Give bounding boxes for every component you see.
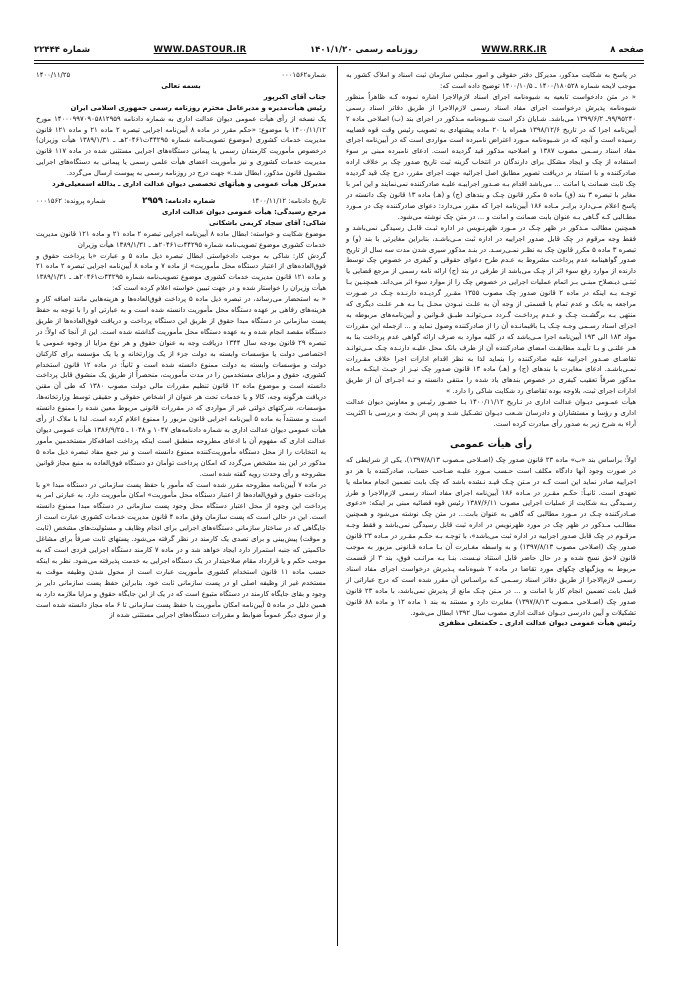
ruling-meta <box>36 196 326 207</box>
page-number: صفحه ۸ <box>610 45 644 55</box>
letter-date: ۱۴۰۰/۱۱/۲۵ <box>36 71 71 79</box>
left-column <box>36 70 326 621</box>
letter-number: شماره۰۰۰۱۵۶۲ <box>281 71 326 79</box>
ruling-date: تاریخ دادنامه: ۱۴۰۰/۱۱/۱۲ <box>251 196 326 205</box>
paragraph: « به استحضار می‌رساند، در تبصره ذیل ماده ۵ پرداخت فوق‌العاده‌ها و هزینه‌هایی مانند اضافه کار و هزینه‌های رفاهی بر عهده دستگاه محل مأموریت دانسته شده است و به عبارتی او را با توجه به حفظ پست سازمانی در دستگاه مبدا حقوق از طریق این دستگاه پرداخت و دریافت فوق‌العاده‌ها از طریق دستگاه مقصد انجام شده و به عهده دستگاه محل مأموریت گذاشته شده است. این از آنجا که اولاً: در تبصره ۲۹ قانون بودجه سال ۱۳۴۴ دریافت وجه به عنوان حقوق و هر نوع مزایا از وجوه عمومی یا اختصاصی دولت یا مؤسسات وابسته به دولت جزء از یک وزارتخانه و یا یک مؤسسه برای کارکنان دولت و مؤسسات وابسته به دولت ممنوع دانسته شده است و ثانیاً: در ماده ۱۲ قانون استخدام کشوری، حقوق و مزایای مستخدمین را در مدت مأموریت، منحصراً از طریق یک منشوق قابل پرداخت دانسته است و موضوع ماده ۱۲ قانون تنظیم مقررات مالی دولت مصوب ۱۳۸۰ که طی آن مقنن دریافت هرگونه وجه، کالا و یا خدمات تحت هر عنوان از اشخاص حقوقی و حقیقی توسط وزارتخانه‌ها، مؤسسات، شرکتهای دولتی غیر از مواردی که در مقررات قانونی مربوط معین شده را ممنوع دانسته است و مستنداً به ماده ۵ آیین‌نامه اجرایی قانون مزبور را ممنوع اعلام کرده است. لذا با ملاک از رأی هیأت عمومی دیوان عدالت اداری به شماره دادنامه‌های ۱۰۴۷ و ۱۰۴۸ ـ ۱۳۸۶/۹/۲۵ هیأت عمومی دیوان عدالت اداری که مفهوم آن با ادعای مطروحه منطبق است اینکه پرداخت اضافه‌کار مستخدمین مأمور به انتخابات را از محل دستگاه مأموریت‌کننده ممنوع دانسته است و نیز جمع مفاد تبصره ذیل ماده ۵ مذکور در این بند مشخص می‌گردد که امکان پرداخت توأمان دو دستگاه فوق‌العاده به منبع مجاز قوانین مشروحه و رأی وحدت رویه گفته شده است. <box>36 295 327 478</box>
paragraph: گردش کار: شاکی به موجب دادخواستی ابطال تبصره ذیل ماده ۵ و عبارت «با پرداخت حقوق و فوق‌العاده‌های از اعتبار دستگاه محل مأموریت» از ماده ۷ و ماده ۸ آیین‌نامه اجرایی تبصره ۲ ماده ۲۱ و ماده ۱۲۱ قانون مدیریت خدمات کشوری موضوع تصویب‌نامه شماره ۴۴۲۹۵ت۲۰۴۶۱هـ ـ ۱۳۸۹/۱/۳۱ هیأت وزیران را خواستار شده و در جهت تبیین خواسته اعلام کرده است که: <box>36 251 327 293</box>
site-link-rrk[interactable]: WWW.RRK.IR <box>481 45 547 55</box>
right-column <box>346 70 636 629</box>
journal-date: روزنامه رسمی ۱۴۰۱/۱/۲۰ <box>309 45 418 55</box>
paragraph: « در متن دادخواست تابعیه به شیوه‌نامه اجرای اسناد لازم‌الاجرا اشاره نموده کـه ظاهراً منظور شیوه‌نامه پذیرش درخواست اجرای مفاد اسناد رسمی لازم‌الاجرا از طریق دفاتر اسناد رسمی ۹۹/۹۵۲۴۰ـ ۱۳۹۹/۶/۲ می‌باشد. شـایان ذکر است شـیوه‌نامه مـذکور در اجرای بند (ب) اصلاحی ماده ۲ آیین‌نامه اجرا که در تاریخ ۱۳۹۸/۱۲/۶ همراه با ۲۰ ماده پیشنهادی به تصویب رئیس وقت قوه قضاییه رسیده است و آنچه که در شـیوه‌نامه مـورد اعتراض نامبرده است مواردی است که در آیین‌نامه اجرای مفاد اسناد رسـمی مصوب ۱۳۸۷ و اصلاحیه مذکور قید گردیده است. ادعای نامبرده مبنی بر سوء استفاده از چک و ایجاد مشکل برای دارندگان در انتخاب گزینه ثبت تاریخ صدور چک بر خلاف اراده صادرکننده و با استناد بر دریافت تصویر مطابق اصل اجرائیه جهت اجرای مقرر، درج چک قید گردیده چک ثابت ضمانت یا امانت ... می‌باشد اقدام بـه صـدور اجراییـه علیـه صادرکننده نمی‌نمایند و این امر با مغایر با تبصره ۳ بند (ق) ماده ۵ مکرر قانون چـک و بندهای (ج) و (هـ) ماده ۱۳ قانون چک دانسته در پاسخ اعلام مـی‌دارد برابـر مـاده ۱۸۶ آیین‌نامه اجرا که مقرر می‌دارد: دعوای صادرکننده چک در مـورد مطـالبی کـه گـاهی بـه عنوان بابت ضمانت و امانت و ... در متن چک نوشته می‌شود. <box>346 92 636 221</box>
column-divider <box>337 66 338 946</box>
paragraph: همچنین مطالب مـذکور در ظهر چـک در مـورد ظهرنـویس در اداره ثبـت قابـل رسیدگی نمی‌باشد و فقط وجه مرقوم در چک قابل صدور اجراییه در اداره ثبت مـی‌باشـد، بنابراین مغایرتی با بند (و) و تبصره ۳ ماده ۵ مکرر قانون چک به نظـر نمـی‌رسـد. در بنـد مذکور سیری شدن مدت سه سال از تاریخ صدور گواهینامه عدم پرداخت مشروط به عـدم طرح دعوای حقوقی و کیفری در خصوص چک توسط دارنده از موارد رفع سوء اثر از چـک می‌باشد از طرفی در بند (ج) ارائه نامه رسمی از مرجع قضایی یا ثبتـی ذیـصلاح مبنـی بـر اتمام عملیات اجرایی در خصوص چک را از موارد سوء اثر می‌داند. همچنـین بـا توجـه بـه اینکه در ماده ۲ قانون صدور چک مصوب ۱۳۵۵ مقـرر گردیـده دارنـده چـک در صـورت مراجعه به بانک و عدم تمام یا قسمتی از وجه آن به علـت نبـودن محـل یـا بـه هـر علـت دیگری که منتهی بـه برگشـت چـک و عـدم پرداخـت گـردد مـی‌توانـد طبـق قـوانین و آیین‌نامه‌های مربوطه به اجرای اسناد رسـمی وجـه چـک یـا باقیمانـده آن را از صادرکننده وصول نماید و ... ازجمله این مقررات مواد ۱۸۳ الی ۱۹۳ آیین‌نامه اجرا مـی‌باشد که در کلیه موارد به صرف ارائه گواهی عدم پرداخت بنا به هـر علتـی و بـا تأییـد مطابقـت امضای صادرکننده آن از طرف بانک محل علیـه دارنـده چـک مـی‌توانـد تقاضـای صـدور اجراییه علیه صادرکننده را بنماید لذا به نظر اقدام ادارات اجرا خلاف مقـررات نمـی‌باشـد. ادعای مغایرت با بندهای (ج) و (هـ) ماده ۱۳ قانون صدور چک نیـز از حیـث اینکـه مـاده مذکور صرفاً تعقیب کیفری در خصوص بندهای یاد شده را منتفی دانسته و نـه اجـرای آن از طریق ادارات اجرای ثبت، بلاوجه بوده تقاضای رد شکایت شاکی را دارد. » <box>346 223 637 396</box>
ruling-number-label: شماره دادنامه: <box>165 196 216 205</box>
paragraph: در پاسخ به شکایت مذکور، مدیرکل دفتر حقوقی و امور مجلس سازمان ثبت اسناد و املاک کشور به موجب لایحه شماره ۱۴۰۰/۱۸۰۵۲۸ ـ ۱۴۰۰/۱۰/۵ توضیح داده است که: <box>346 71 636 90</box>
recipient: جناب آقای اکبرپور <box>263 92 326 101</box>
letter-meta <box>36 70 326 81</box>
ruling-number-group <box>142 196 215 207</box>
header-rule-thin <box>34 63 644 64</box>
page-header <box>34 42 644 58</box>
paragraph: هیأت عمـومی دیـوان عدالت اداری در تـاریخ ۱۴۰۰/۱۱/۱۲ بـا حضـور رئیـس و معاونین دیوان عدالت اداری و رؤسا و مستشاران و دادرسان شـعب دیـوان تشـکیل شـد و پس از بحث و بررسی با اکثریت آراء به شرح زیر به صدور رأی مبادرت کرده است. <box>346 398 636 428</box>
paragraph: اولاً: براساس بند «ب» ماده ۲۳ قانون صدور چک (اصـلاحی مـصوب ۱۳۹۷/۸/۱۳)، یکی از شرایطی که در صورت وجود آنها دادگاه مکلف است حـسب مـورد علیـه صـاحب حساب، صادرکننده یا هر دو اجراییه صادر نماید این است کـه در مـتن چـک قیـد نـشده باشد که چک بابت تضمین انجام معامله یا تعهدی است. ثانیـاً: حکـم مقـرر در مـاده ۱۸۶ آیین‌نامه اجرای مفاد اسناد رسمی لازم‌الاجرا و طرز رسـیدگی بـه شکایت از عملیات اجرایی مصوب ۱۳۸۷/۶/۱۱ رئیس قوه قضائیه مبنی بر اینکه: «دعوی صـادرکننده چـک در مـورد مطالبی که گاهی به عنوان بابت... در متن چک نوشته می‌شود و همچنین مطالـب مـذکور در ظهر چک در مورد ظهرنویس در اداره ثبت قابل رسیدگی نمی‌باشد و فقط وجـه مرقـوم در چک قابل صدور اجراییه در اداره ثبت می‌باشد»، با توجـه بـه حکـم مقـرر در مـاده ۲۳ قانون صدور چک (اصلاحی مصوب ۱۳۹۷/۸/۱۳) و به واسطه مغـایرت آن بـا مـاده قـانونی مزبور به موجب قانون لاحق نسخ شده و در حال حاضر قابل استناد نیـست. بنـا بـه مراتـب فوق، بند ۳ از قسمت مربوط به ویژگیهای چکهای مورد تقاضا در ماده ۲ شیوه‌نامه پـذیرش درخواست اجرای مفاد اسناد رسمی لازم‌الاجرا از طریق دفاتر اسناد رسـمی کـه براسـاس آن مقرر شده است که درج عباراتی از قبیل بابت تضمین انجام کار یا امانت و ... در مـتن چـک مانع از پذیرش نمی‌باشد، با ماده ۲۳ قانون صدور چک (اصـلاحی مـصوب ۱۳۹۷/۸/۱۳) مغایرت دارد و مستند به بند ۱ ماده ۱۲ و ماده ۸۸ قانون تشکیلات و آیین دادرسی دیـوان عدالت اداری مصوب سال ۱۳۹۲ ابطال می‌شود. <box>346 455 636 617</box>
basmala: بسمه تعالی <box>161 81 201 90</box>
paragraph: یک نسخه از رأی هیأت عمومی دیوان عدالت اداری به شماره دادنامه ۱۴۰۰۰۹۹۷۰۹۰۵۸۱۲۹۵۹ مورخ ۱۴۰۰/۱۱/۱۲ با موضوع: «حکم مقرر در ماده ۸ آیین‌نامه اجرایی تبصره ۲ ماده ۲۱ و ماده ۱۲۱ قانون مدیریت خدمات کشوری (موضوع تصویب‌نامه شماره ۴۴۲۹۵ت۲۰۴۶۱هـ ـ ۱۳۸۹/۱/۳۱ هیأت وزیران) درخصوص مأموریت کارمندان رسمی یا پیمانی دستگاه‌های اجرایی مستثنی شده در ماده ۱۱۷ قانون مدیریت خدمات کشوری و نیز مأموریت اعضای هیأت علمی رسمی یا پیمانی به دستگاه‌های اجرایی مشمول قانون مذکور، ابطال شد.» جهت درج در روزنامه رسمی به پیوست ارسال می‌گردد. <box>36 114 327 178</box>
subject: موضوع شکایت و خواسته: ابطال ماده ۸ آیین‌نامه اجرایی تبصره ۲ ماده ۲۱ و ماده ۱۲۱ قانون مدیریت خدمات کشوری موضوع تصویب‌نامه شماره ۴۴۲۹۵ت۲۰۴۶۱هـ ـ ۱۳۸۹/۱/۳۱ هیأت وزیران <box>36 229 326 249</box>
court: مرجع رسیدگی: هیأت عمومی دیوان عدالت اداری <box>161 207 326 216</box>
signature: رئیس هیأت عمومی دیوان عدالت اداری ـ حکمتعلی مظفری <box>438 619 636 628</box>
site-link-dastour[interactable]: WWW.DASTOUR.IR <box>153 45 247 55</box>
file-number: شماره پرونده: ۰۰۰۱۵۶۲ <box>36 196 106 205</box>
paragraph: در ماده ۷ آیین‌نامه مطروحه مقرر شده است که مأمور با حفظ پست سازمانی در دستگاه مبدا «و با پرداخت حقوق و فوق‌العاده‌ها از اعتبار دستگاه محل مأموریت» امکان مأموریت دارد. به عبارتی امر به پرداخت این وجوه از محل اعتبار دستگاه محل وجود پست سازمانی در دستگاه مبدا ممنوع دانسته است. این در حالی است که پست سازمان وفق ماده ۴ قانون مدیریت خدمات کشوری عبارت است از جایگاهی که در ساختار سازمانی دستگاه‌های اجرایی برای انجام وظایف و مسئولیت‌های مشخص (ثابت و موقت) پیش‌بینی و برای تصدی یک کارمند در نظر گرفته می‌شود. پستهای ثابت صرفاً برای مشاغل حاکمیتی که جنبه استمرار دارد ایجاد خواهد شد و در ماده ۷ کارمند دستگاه اجرایی فردی است که به موجب حکم و یا قرارداد مقام صلاحیتدار در یک دستگاه اجرایی به خدمت پذیرفته می‌شود. نظر به اینکه حسب ماده ۱۱ قانون استخدام کشوری مأموریت عبارت است از محول شدن وظیفه موقت به مستخدم غیر از وظیفه اصلی او در پست سازمانی ثابت خود. بنابراین حفظ پست سازمانی دایر بر وجود و بقای جایگاه کارمند در دستگاه متبوع است که در یک از این جایگاه حقوق و مزایا ملازمه دارد به همین دلیل در ماده ۵ آیین‌نامه امکان مأموریت با حفظ پست سازمانی تا ۶ ماه مجاز دانسته شده است و از سوی دیگر عموماً ضوابط و مقررات دستگاه‌های اجرایی مستثنی شده از <box>36 480 326 620</box>
issue-number: شماره ۲۲۴۴۴ <box>34 45 91 55</box>
header-rule <box>34 60 644 61</box>
recipient-title: رئیس هیأت‌مدیره و مدیرعامل محترم روزنامه رسمی جمهوری اسلامی ایران <box>70 103 326 112</box>
signature: مدیرکل هیأت عمومی و هیأتهای تخصصی دیوان عدالت اداری ـ یدالله اسمعیلی‌فرد <box>52 180 326 189</box>
plaintiff: شاکی: آقای سجاد کریمی باشکانی <box>209 218 326 227</box>
section-heading: رأی هیأت عمومی <box>450 438 532 450</box>
ruling-number: ۲۹۵۹ <box>142 195 163 206</box>
